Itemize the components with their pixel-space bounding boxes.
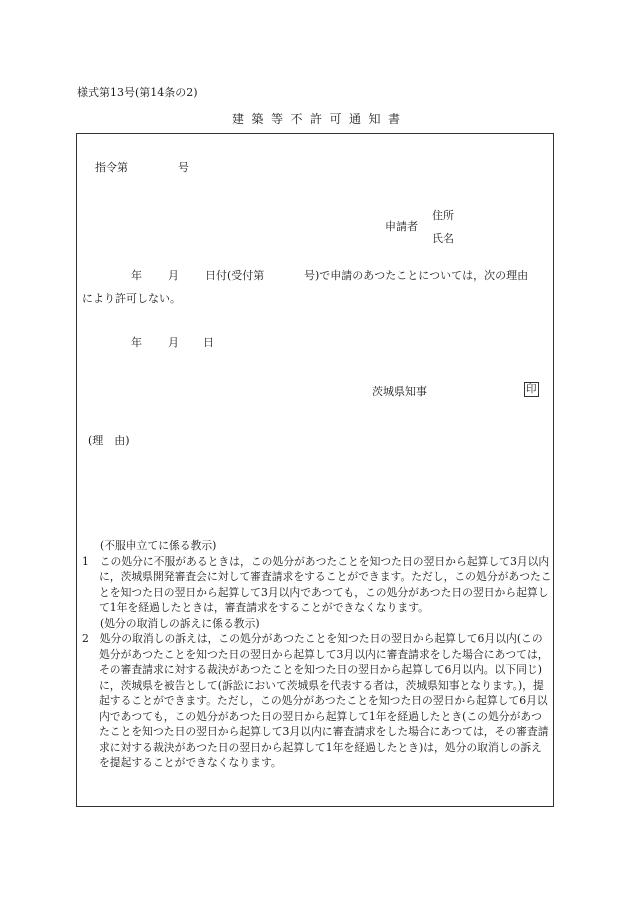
document-title: 建築等不許可通知書 xyxy=(232,112,408,126)
application-year: 年 xyxy=(131,269,142,282)
appeal-notice xyxy=(82,538,552,771)
body-line-2: により許可しない。 xyxy=(82,292,181,305)
reason-label: (理 由) xyxy=(88,434,130,447)
order-label: 指令第 xyxy=(95,161,128,174)
application-month: 月 xyxy=(168,269,179,282)
address-label: 住所 xyxy=(432,209,454,222)
lawsuit-heading: (処分の取消しの訴えに係る教示) xyxy=(100,616,260,630)
issuer-name: 茨城県知事 xyxy=(372,385,427,398)
lawsuit-text: 2 処分の取消しの訴えは，この処分があつたことを知つた日の翌日から起算して6月以内(この処分があつたことを知つた日の翌日から起算して3月以内に審査請求をした場合にあつては，その審査請求に対する裁決があつたことを知つた日の翌日から起算して6月以内。以下同じ)に，茨城県を被告として(訴訟において茨城県を代表する者は，茨城県知事となります。)，提起することができます。ただし，この処分があつたことを知つた日の翌日から起算して6月以内であつても，この処分があつた日の翌日から起算して1年を経過したとき(この処分があつたことを知つた日の翌日から起算して3月以内に審査請求をした場合にあつては，その審査請求に対する裁決があつた日の翌日から起算して1年を経過したとき)は，処分の取消しの訴えを提起することができなくなります。 xyxy=(82,632,549,769)
issue-day: 日 xyxy=(203,336,214,349)
applicant-label: 申請者 xyxy=(385,220,418,233)
receipt-suffix: 号)で申請のあつたことについては，次の理由 xyxy=(304,269,529,282)
appeal-heading: (不服申立てに係る教示) xyxy=(100,539,217,552)
seal-mark: 印 xyxy=(526,383,537,395)
order-unit: 号 xyxy=(178,161,189,174)
appeal-text: 1 この処分に不服があるときは，この処分があつたことを知つた日の翌日から起算して3月以内に，茨城県開発審査会に対して審査請求をすることができます。ただし，この処分があつたことを知つた日の翌日から起算して3月以内であつても，この処分があつた日の翌日から起算して1年を経過したときは，審査請求をすることができなくなります。 xyxy=(82,554,552,614)
issue-month: 月 xyxy=(168,336,179,349)
form-number: 様式第13号(第14条の2) xyxy=(77,86,198,99)
issue-year: 年 xyxy=(131,336,142,349)
name-label: 氏名 xyxy=(432,232,454,245)
application-date-receipt: 日付(受付第 xyxy=(205,269,265,282)
